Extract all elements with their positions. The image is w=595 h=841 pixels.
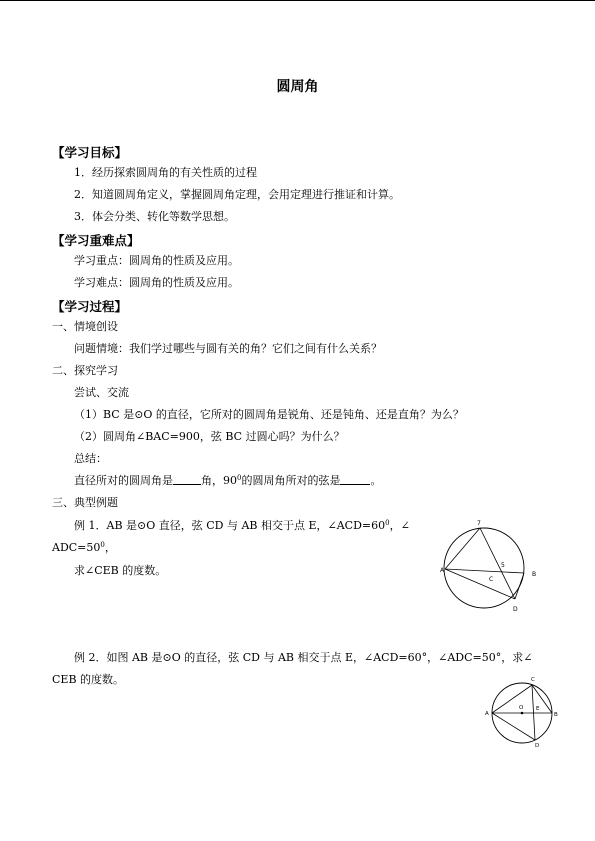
example1-text-a: 例 1．AB 是⊙O 直径，弦 CD 与 AB 相交于点 E，∠ACD=60	[74, 519, 386, 532]
summary-text-c: 的圆周角所对的弦是	[241, 474, 341, 487]
example1-text-c: ADC=50	[52, 541, 101, 554]
process-heading: 【学习过程】	[52, 299, 128, 314]
summary-text-b: 角，90	[201, 474, 237, 487]
goals-heading: 【学习目标】	[52, 145, 128, 160]
question-1: （1）BC 是⊙O 的直径，它所对的圆周角是锐角、还是钝角、还是直角？为么？	[74, 408, 464, 421]
goal-item-3: 3．体会分类、转化等数学思想。	[74, 210, 235, 223]
summary-label: 总结：	[74, 452, 107, 465]
fig2-label-b: B	[554, 712, 558, 718]
fig2-label-o: O	[519, 705, 524, 711]
example1-sup-1: 0	[385, 519, 390, 527]
fig1-label-top: 7	[477, 520, 481, 527]
example2-circle-diagram	[484, 674, 564, 754]
fig1-circle	[444, 528, 524, 608]
example1-sup-2: 0	[100, 541, 105, 549]
example1-line3: 求∠CEB 的度数。	[74, 564, 167, 577]
part2-title: 二、探究学习	[52, 364, 118, 377]
fig2-chord-ac	[492, 685, 532, 713]
fig1-chord-bd	[515, 573, 524, 599]
fig2-center-dot	[521, 712, 524, 715]
summary-text-a: 直径所对的圆周角是	[74, 474, 173, 487]
part3-title: 三、典型例题	[52, 496, 118, 509]
fig2-label-c: C	[531, 677, 535, 683]
example2-line2: CEB 的度数。	[52, 673, 125, 686]
part2-subtitle: 尝试、交流	[74, 386, 129, 399]
summary-line	[74, 474, 381, 488]
fig2-label-d: D	[535, 743, 540, 749]
part1-title: 一、情境创设	[52, 320, 118, 333]
answer-blank-1[interactable]	[173, 474, 201, 485]
summary-text-d: 。	[370, 474, 382, 487]
fig1-label-mid: C	[489, 576, 494, 583]
example1-text-b: ，∠	[389, 519, 410, 532]
fig2-label-a: A	[485, 711, 489, 717]
fig1-label-right: B	[532, 571, 537, 578]
part1-text: 问题情境：我们学过哪些与圆有关的角？它们之间有什么关系？	[74, 342, 382, 355]
fig2-chord-cd	[532, 685, 535, 740]
example1-line1	[74, 519, 410, 533]
example1-text-d: ，	[104, 541, 116, 554]
fig1-label-inner: 5	[501, 562, 505, 569]
fig1-label-left: A	[440, 567, 445, 574]
page-title: 圆周角	[276, 79, 319, 95]
fig2-label-e: E	[536, 706, 540, 712]
summary-degree-sup: 0	[237, 474, 242, 482]
keypoints-heading: 【学习重难点】	[52, 233, 140, 248]
example2-line1: 例 2．如图 AB 是⊙O 的直径，弦 CD 与 AB 相交于点 E，∠ACD=60°，∠ADC=50°，求∠	[74, 651, 533, 664]
fig1-chord-ad	[445, 569, 515, 599]
fig1-chord-cd	[480, 528, 515, 599]
example1-line2	[52, 541, 116, 555]
fig1-diameter-ab	[445, 569, 524, 573]
goal-item-2: 2．知道圆周角定义，掌握圆周角定理，会用定理进行推证和计算。	[74, 188, 400, 201]
example1-circle-diagram	[440, 518, 545, 618]
fig2-chord-ad	[492, 713, 535, 740]
answer-blank-2[interactable]	[340, 474, 370, 485]
goal-item-1: 1．经历探索圆周角的有关性质的过程	[74, 166, 257, 179]
fig1-label-bottom: D	[513, 606, 518, 613]
question-2: （2）圆周角∠BAC=900，弦 BC 过圆心吗？为什么？	[74, 430, 345, 443]
keypoint-item-2: 学习难点：圆周角的性质及应用。	[74, 276, 239, 289]
keypoint-item-1: 学习重点：圆周角的性质及应用。	[74, 254, 239, 267]
